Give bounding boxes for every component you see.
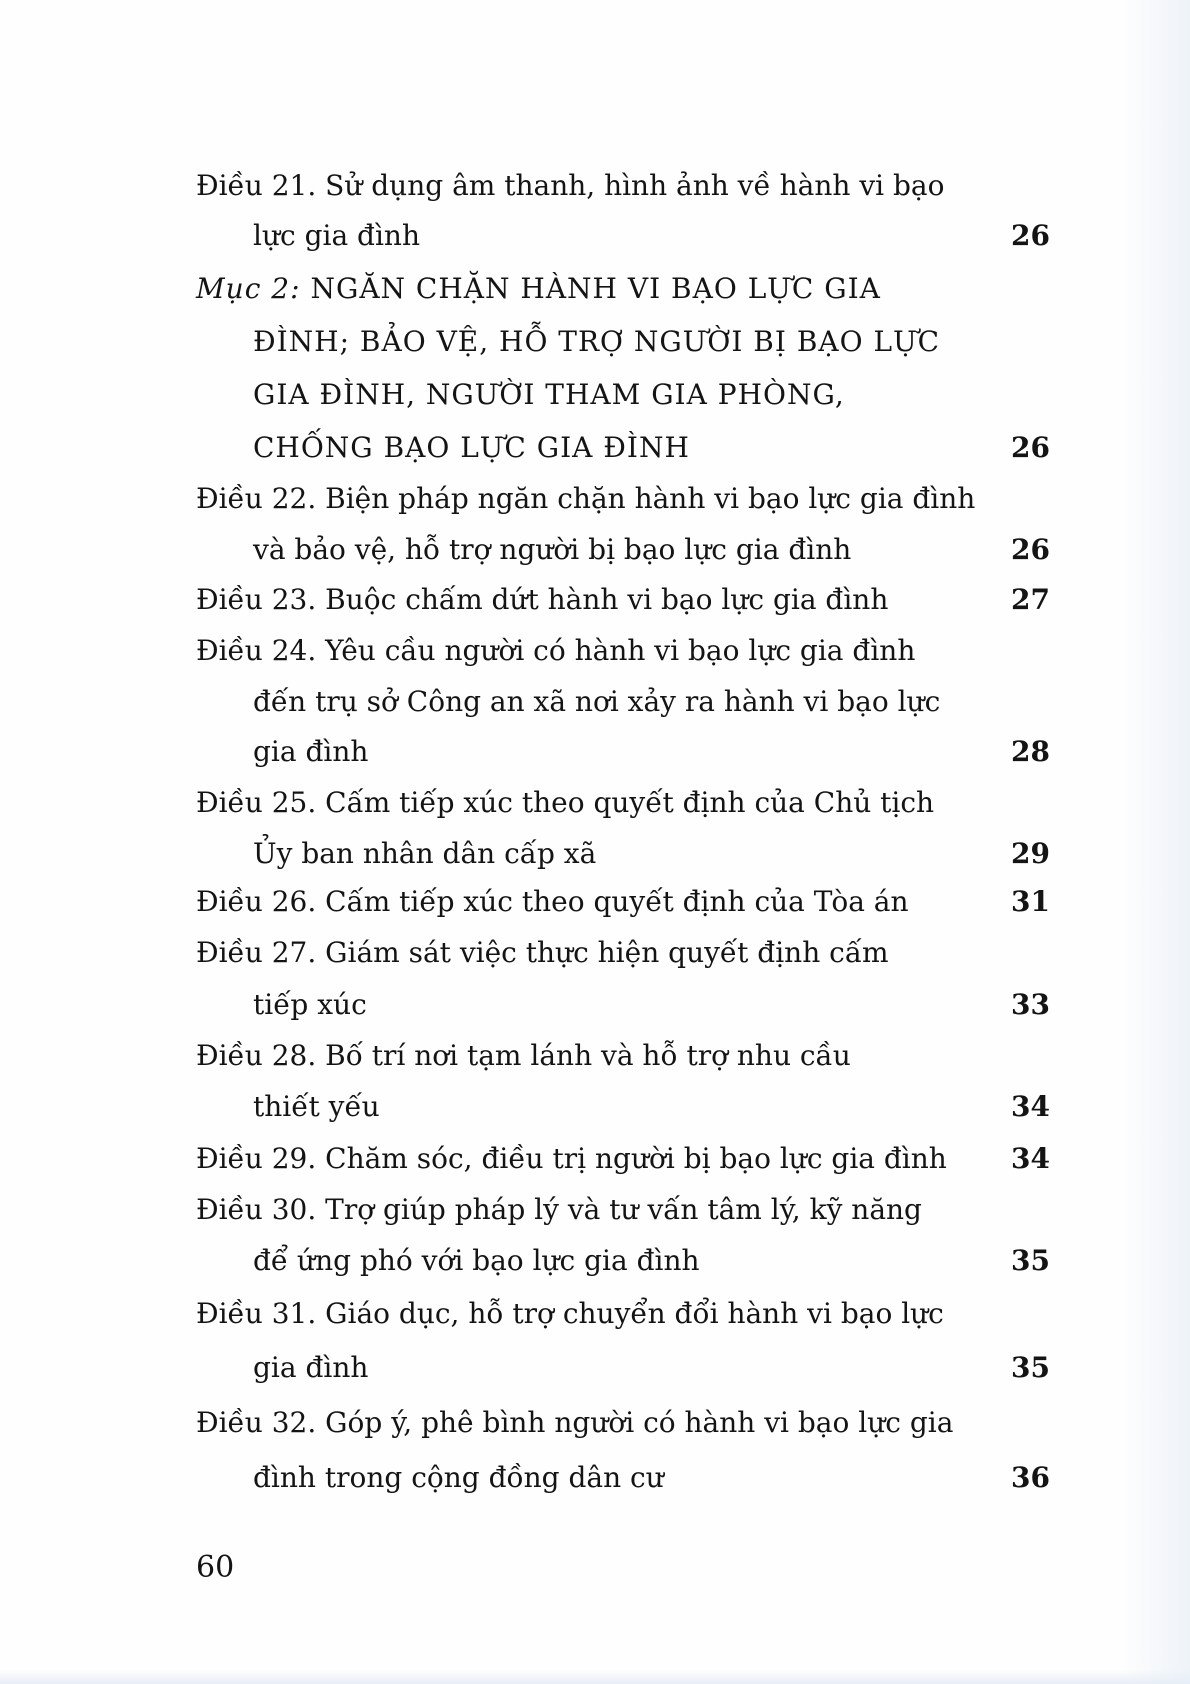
toc-section-title: CHỐNG BẠO LỰC GIA ĐÌNH <box>253 431 690 464</box>
toc-entry-title: thiết yếu <box>253 1090 380 1123</box>
toc-page-number: 33 <box>1011 988 1050 1021</box>
toc-section-heading-continuation <box>0 375 1190 415</box>
toc-entry-title: Điều 27. Giám sát việc thực hiện quyết định cấm <box>196 936 889 969</box>
toc-entry-continuation <box>0 1348 1190 1388</box>
toc-entry-title: Điều 23. Buộc chấm dứt hành vi bạo lực gia đình <box>196 583 889 616</box>
toc-entry-continuation <box>0 834 1190 874</box>
toc-entry <box>0 479 1190 519</box>
toc-entry-title: gia đình <box>253 735 369 768</box>
toc-entry-continuation <box>0 1241 1190 1281</box>
toc-entry-title: lực gia đình <box>253 219 420 252</box>
toc-entry <box>0 631 1190 671</box>
toc-section-title: GIA ĐÌNH, NGƯỜI THAM GIA PHÒNG, <box>253 378 845 411</box>
toc-entry-title: và bảo vệ, hỗ trợ người bị bạo lực gia đình <box>253 533 852 566</box>
toc-entry-title: đến trụ sở Công an xã nơi xảy ra hành vi bạo lực <box>253 685 941 718</box>
toc-entry-title: Điều 28. Bố trí nơi tạm lánh và hỗ trợ nhu cầu <box>196 1039 851 1072</box>
toc-entry <box>0 580 1190 620</box>
section-title-text: NGĂN CHẶN HÀNH VI BẠO LỰC GIA <box>300 272 881 305</box>
page-number: 60 <box>196 1550 235 1585</box>
toc-entry-continuation <box>0 682 1190 722</box>
toc-entry-title: Điều 25. Cấm tiếp xúc theo quyết định của Chủ tịch <box>196 786 935 819</box>
toc-section-heading-continuation <box>0 322 1190 362</box>
toc-entry-title: Điều 30. Trợ giúp pháp lý và tư vấn tâm lý, kỹ năng <box>196 1193 922 1226</box>
toc-entry <box>0 933 1190 973</box>
toc-entry <box>0 1190 1190 1230</box>
toc-page-number: 27 <box>1011 583 1050 616</box>
toc-entry-title: gia đình <box>253 1351 369 1384</box>
toc-entry-title: Điều 26. Cấm tiếp xúc theo quyết định của Tòa án <box>196 885 909 918</box>
toc-section-heading <box>0 269 1190 309</box>
toc-entry-continuation <box>0 216 1190 256</box>
toc-entry-continuation <box>0 1087 1190 1127</box>
toc-page-number: 35 <box>1011 1244 1050 1277</box>
toc-entry-title: để ứng phó với bạo lực gia đình <box>253 1244 700 1277</box>
toc-entry <box>0 882 1190 922</box>
toc-page-number: 26 <box>1011 533 1050 566</box>
toc-entry-title: Ủy ban nhân dân cấp xã <box>253 837 597 870</box>
toc-page-number: 34 <box>1011 1142 1050 1175</box>
toc-entry-title: Điều 32. Góp ý, phê bình người có hành vi bạo lực gia <box>196 1406 954 1439</box>
toc-entry-continuation <box>0 1458 1190 1498</box>
toc-entry <box>0 783 1190 823</box>
toc-entry <box>0 1036 1190 1076</box>
toc-entry <box>0 1294 1190 1334</box>
toc-page-number: 34 <box>1011 1090 1050 1123</box>
toc-entry <box>0 166 1190 206</box>
toc-entry <box>0 1139 1190 1179</box>
toc-page-number: 28 <box>1011 735 1050 768</box>
toc-entry <box>0 1403 1190 1443</box>
page-bottom-shadow <box>0 1670 1190 1684</box>
toc-page-number: 26 <box>1011 431 1050 464</box>
toc-page-number: 26 <box>1011 219 1050 252</box>
toc-entry-continuation <box>0 985 1190 1025</box>
toc-page-number: 36 <box>1011 1461 1050 1494</box>
toc-page-number: 31 <box>1011 885 1050 918</box>
toc-entry-title: Điều 22. Biện pháp ngăn chặn hành vi bạo lực gia đình <box>196 482 976 515</box>
toc-page-number: 35 <box>1011 1351 1050 1384</box>
toc-entry-continuation <box>0 530 1190 570</box>
section-prefix: Mục 2: <box>196 272 301 305</box>
toc-entry-continuation <box>0 732 1190 772</box>
toc-entry-title: Điều 31. Giáo dục, hỗ trợ chuyển đổi hành vi bạo lực <box>196 1297 944 1330</box>
toc-entry-title: Điều 29. Chăm sóc, điều trị người bị bạo lực gia đình <box>196 1142 947 1175</box>
toc-entry-title: đình trong cộng đồng dân cư <box>253 1461 664 1494</box>
toc-section-title: ĐÌNH; BẢO VỆ, HỖ TRỢ NGƯỜI BỊ BẠO LỰC <box>253 325 941 358</box>
toc-section-title <box>196 269 881 309</box>
toc-entry-title: tiếp xúc <box>253 988 367 1021</box>
toc-section-heading-continuation <box>0 428 1190 468</box>
toc-entry-title: Điều 21. Sử dụng âm thanh, hình ảnh về hành vi bạo <box>196 169 945 202</box>
toc-page-number: 29 <box>1011 837 1050 870</box>
toc-entry-title: Điều 24. Yêu cầu người có hành vi bạo lực gia đình <box>196 634 916 667</box>
